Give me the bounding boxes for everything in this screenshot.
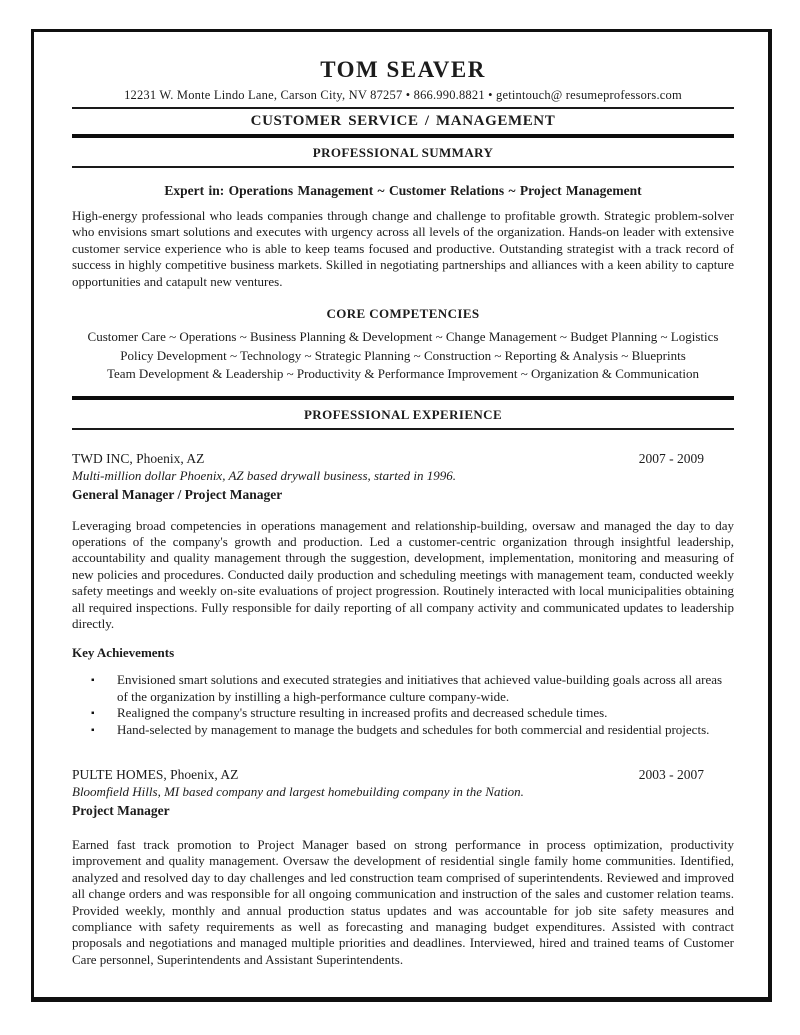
section-title-experience: PROFESSIONAL EXPERIENCE bbox=[303, 406, 503, 422]
job-title: General Manager / Project Manager bbox=[72, 486, 283, 502]
divider-bar bbox=[72, 134, 734, 138]
competency-line: Customer Care ~ Operations ~ Business Planning & Development ~ Change Management ~ Budget Planning ~ Logistics bbox=[87, 329, 719, 345]
employment-dates: 2003 - 2007 bbox=[638, 767, 704, 782]
company-descriptor: Bloomfield Hills, MI based company and largest homebuilding company in the Nation. bbox=[72, 784, 524, 799]
resume-page bbox=[31, 29, 772, 1002]
resume-headline: CUSTOMER SERVICE / MANAGEMENT bbox=[250, 113, 556, 129]
divider-bar bbox=[72, 396, 734, 400]
job-description-paragraph: Earned fast track promotion to Project Manager based on strong performance in process optimization, productivity improvement and quality management. Oversaw the development of residential single family home communities. Identified, analyzed and resolved day to day challenges and led construction team comprised of superintendents. Reviewed and improved all change orders and was responsible for all ongoing communication and instruction of the sales and customer relation teams. Provided weekly, monthly and annual production status updates and was accountable for job site safety measures and compliance with safety requirements as well as forecasting and managing budget expenditures. Assisted with contract proposals and negotiations and managed multiple priorities and deadlines. Interviewed, hired and trained teams of Customer Care personnel, Superintendents and Assistant Superintendents. bbox=[72, 837, 734, 967]
divider-rule bbox=[72, 107, 734, 109]
job-header bbox=[72, 451, 734, 467]
employment-dates: 2007 - 2009 bbox=[638, 450, 704, 466]
company-descriptor: Multi-million dollar Phoenix, AZ based drywall business, started in 1996. bbox=[72, 467, 456, 483]
person-name: TOM SEAVER bbox=[320, 57, 486, 82]
section-title-competencies: CORE COMPETENCIES bbox=[326, 306, 480, 322]
job-description-paragraph: Leveraging broad competencies in operations management and relationship-building, oversaw and managed the day to day operations of the company's growth and production. Led a customer-centric organization through insightful leadership, accountability and quality management through the suggestion, development, implementation, monitoring and measuring of new policies and procedures. Conducted daily production and scheduling meetings with management team, conducted weekly safety meetings and weekly on-site evaluations of project progression. Routinely interacted with local municipalities obtaining all required inspections. Fully responsible for daily reporting of all company activity and communicated updates to leadership directly. bbox=[72, 517, 734, 631]
achievements-list bbox=[72, 672, 734, 738]
company-name: PULTE HOMES, Phoenix, AZ bbox=[72, 767, 239, 782]
divider-rule bbox=[72, 166, 734, 168]
achievement-item: ▪ Envisioned smart solutions and executed strategies and initiatives that achieved value-building goals across all areas of the organization by instilling a high-performance culture company-wide. bbox=[72, 672, 734, 705]
expert-in-line: Expert in: Operations Management ~ Customer Relations ~ Project Management bbox=[164, 183, 642, 198]
achievement-item: ▪ Hand-selected by management to manage the budgets and schedules for both commercial and residential projects. bbox=[72, 722, 734, 738]
divider-rule bbox=[72, 428, 734, 430]
key-achievements-heading: Key Achievements bbox=[72, 645, 175, 661]
contact-line: 12231 W. Monte Lindo Lane, Carson City, NV 87257 • 866.990.8821 • getintouch@ resumeprofessors.com bbox=[124, 88, 682, 102]
experience-entry bbox=[72, 451, 734, 738]
job-header bbox=[72, 767, 734, 783]
experience-entry bbox=[72, 767, 734, 968]
competency-line: Team Development & Leadership ~ Productivity & Performance Improvement ~ Organization & Communication bbox=[107, 366, 699, 382]
summary-paragraph: High-energy professional who leads companies through change and challenge to profitable growth. Strategic problem-solver who envisions smart solutions and executes with urgency across all levels of the organization. Hands-on leader with extensive customer service experience who is able to keep teams focused and productive. Outstanding strategist with a track record of success in highly competitive business markets. Skilled in negotiating partnerships and alliances with a keen ability to capture opportunities and catapult new ventures. bbox=[72, 208, 734, 289]
company-name: TWD INC, Phoenix, AZ bbox=[72, 450, 205, 466]
competencies-list bbox=[72, 328, 734, 384]
job-title: Project Manager bbox=[72, 803, 170, 818]
section-title-summary: PROFESSIONAL SUMMARY bbox=[312, 145, 494, 160]
competency-line: Policy Development ~ Technology ~ Strategic Planning ~ Construction ~ Reporting & Analysis ~ Blueprints bbox=[120, 347, 686, 363]
achievement-item: ▪ Realigned the company's structure resulting in increased profits and decreased schedule times. bbox=[72, 705, 734, 721]
